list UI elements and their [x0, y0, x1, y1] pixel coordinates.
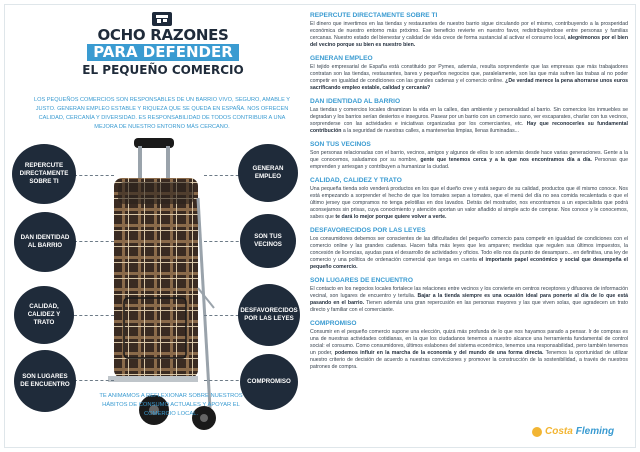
section-text-tail: Tienen además una gran repercusión en las personas mayores y las que viven solas, que agradecen un trato directo y familiar con el comerciante.: [310, 300, 628, 313]
reason-section: [310, 277, 628, 314]
title-line-3: EL PEQUEÑO COMERCIO: [82, 63, 244, 77]
reason-bubble-empleo: GENERAN EMPLEO: [238, 144, 298, 202]
connector-line: [74, 175, 114, 176]
section-text: Una pequeña tienda solo venderá productos en los que el dueño cree y está seguro de su calidad, productos que él mismo conoce. Nos está empezando a sorprender el hecho de que los tomates sepan a tomates, que el menú del día no sea comida recalentada o que el último jersey que compramos no tenga pelotillas en dos lavados. Detrás del mostrador, nos encontramos a un especialista que podrá aconsejarnos sin prisas, cuya conocimiento y atención aportan un valor añadido al simple acto de comprar. Nos conoce y le conocemos, sabes que: [310, 186, 628, 220]
shop-icon: [152, 12, 172, 26]
connector-line: [204, 241, 244, 242]
connector-line: [74, 315, 114, 316]
reason-bubble-leyes: DESFAVORECIDOS POR LAS LEYES: [238, 284, 300, 346]
section-highlight: gente que tenemos cerca y a la que nos encontramos día a día.: [420, 157, 592, 163]
connector-line: [74, 241, 114, 242]
reason-section: [310, 141, 628, 171]
title-line-2: PARA DEFENDER: [87, 44, 239, 61]
reason-section: [310, 177, 628, 221]
section-heading: REPERCUTE DIRECTAMENTE SOBRE TI: [310, 12, 438, 19]
section-body: [310, 329, 628, 371]
section-text: El contacto en los negocios locales fortalece las relaciones entre vecinos y los convierte en centros receptores y difusores de información vecinal, son lugares de encuentro y tertulia.: [310, 286, 628, 299]
right-panel: [310, 12, 628, 377]
section-body: [310, 286, 628, 314]
section-highlight: podemos influir en la marcha de la economía y del mundo de una forma directa.: [334, 350, 544, 356]
connector-line: [74, 380, 114, 381]
section-highlight: Hay que reconocerles su fundamental contribución: [310, 121, 628, 134]
section-heading: DAN IDENTIDAD AL BARRIO: [310, 98, 401, 105]
section-body: [310, 64, 628, 92]
section-heading: COMPROMISO: [310, 320, 357, 327]
closing-message: TE ANIMAMOS A REFLEXIONAR SOBRE NUESTROS HÁBITOS DE CONSUMO ACTUALES Y APOYAR EL COMERCIO LOCAL.: [99, 393, 243, 417]
reason-bubble-identidad: DAN IDENTIDAD AL BARRIO: [14, 212, 76, 272]
connector-line: [204, 380, 244, 381]
reason-section: [310, 12, 628, 49]
section-heading: CALIDAD, CALIDEZ Y TRATO: [310, 177, 402, 184]
intro-text: LOS PEQUEÑOS COMERCIOS SON RESPONSABLES DE UN BARRIO VIVO, SEGURO, AMABLE Y JUSTO. GENERAN EMPLEO ESTABLE Y RIQUEZA QUE SE QUEDA EN ESPAÑA. NOS OFRECEN CALIDAD, CERCANÍA Y DIVERSIDAD. ES RESPONSABILIDAD DE TODOS CONTRIBUIR A UNA MEJORA DE NUESTRO ENTORNO MÁS CERCANO.: [33, 97, 291, 130]
section-text-tail: Personas que emprenden y arriesgan y contribuyen a humanizar la ciudad.: [310, 157, 628, 170]
section-text: Son personas relacionadas con el barrio, vecinos, amigos y algunos de ellos lo son además desde hace varias generaciones. Gente a la que conocemos, saludamos por su nombre,: [310, 150, 628, 163]
section-highlight: el importante papel económico y social que desempeña el pequeño comercio.: [310, 257, 628, 270]
section-body: [310, 186, 628, 221]
left-panel: [8, 8, 300, 444]
section-text: El dinero que invertimos en las tiendas y restaurantes de nuestro barrio sigue circulando por el mismo, contribuyendo a la prosperidad económica de nuestro entorno más próximo. Ese beneficio revierte en nuestro favor, redistribuyéndose entre personas y familias cercanas. Nuestro estado del bienestar y calidad de vida crece de forma sustancial al activar el consumo local,: [310, 21, 628, 41]
section-body: [310, 21, 628, 49]
section-body: [310, 107, 628, 135]
section-heading: GENERAN EMPLEO: [310, 55, 373, 62]
section-highlight: alegrémonos por el bien del vecino porque su bien es nuestro bien.: [310, 35, 628, 48]
brand-logo: [532, 426, 614, 437]
reason-bubble-compromiso: COMPROMISO: [240, 354, 298, 410]
sun-icon: [532, 427, 542, 437]
section-text-tail: Tenemos la oportunidad de utilizar nuestro criterio de decisión de acuerdo a nuestras convicciones y promover la construcción de la sostenibilidad, a través de nuestros patrones de compra.: [310, 350, 628, 370]
reason-section: [310, 55, 628, 92]
reason-section: [310, 320, 628, 371]
section-highlight: te dará lo mejor porque quiere volver a verte.: [335, 214, 447, 220]
reason-bubble-repercute: REPERCUTE DIRECTAMENTE SOBRE TI: [12, 144, 76, 204]
section-text: Consumir en el pequeño comercio supone una elección, quizá más profunda de lo que nos hayamos parado a pensar. Ir de compras es una de nuestras actividades cotidianas, en la que los ciudadanos tenemos a nuestro alcance una herramienta fundamental de control social: el consumo. Como consumidores, últimos eslabones del sistema económico, tenemos una responsabilidad, pero también tenemos un poder,: [310, 329, 628, 356]
reason-section: [310, 98, 628, 135]
section-highlight: Bajar a la tienda siempre es una ocasión ideal para ponerte al día de lo que está pasando en el barrio.: [310, 293, 628, 306]
reason-bubble-encuentro: SON LUGARES DE ENCUENTRO: [14, 350, 76, 412]
section-heading: SON LUGARES DE ENCUENTRO: [310, 277, 413, 284]
section-body: [310, 150, 628, 171]
section-heading: SON TUS VECINOS: [310, 141, 371, 148]
section-text-tail: a la seguridad de nuestras calles, a mantenerlas limpias, llenas iluminadas...: [342, 128, 520, 134]
section-highlight: ¿De verdad merece la pena ahorrarse unos euros sacrificando empleo estable, calidad y cercanía?: [310, 78, 628, 91]
reason-section: [310, 227, 628, 271]
section-text: Los consumidores debemos ser conscientes de las dificultades del pequeño comercio para competir en igualdad de condiciones con el comercio online y las grandes cadenas. Hacen falta más leyes que les amparen; medidas que regulen sus últimos impuestos, la concesión de licencias, ayudas para el desarrollo de actividades y oficios. Todo ello nos da punto de desamparo... en definitiva, una ley de comercio y una política de ordenación comercial que tenga en cuenta: [310, 236, 628, 263]
page-title: [68, 26, 258, 78]
section-body: [310, 236, 628, 271]
reason-bubble-vecinos: SON TUS VECINOS: [240, 214, 296, 268]
brand-name-2: Fleming: [575, 426, 615, 437]
section-heading: DESFAVORECIDOS POR LAS LEYES: [310, 227, 426, 234]
reason-bubble-calidad: CALIDAD, CALIDEZ Y TRATO: [14, 286, 74, 344]
title-line-1: OCHO RAZONES: [97, 26, 229, 44]
section-text: El tejido empresarial de España está constituido por Pymes, además, resulta sorprendente que las empresas que más trabajadores contratan son las tiendas, restaurantes, bares y pequeños negocios que, paralelamente, son las que más sufren las trabas al no poder competir en igualdad de condiciones con las grandes cadenas y el comercio online.: [310, 64, 628, 84]
brand-name-1: Costa: [545, 426, 573, 437]
section-text: Las tiendas y comercios locales dinamizan la vida en la calles, dan ambiente y personalidad al barrio. Sin comercios los inmuebles se degradan y los barrios serían desiertos e inseguros. Pasear por un barrio con un comercio sano, ver escaparates, charlar con tus vecinos, sorprenderse con las actividades e iniciativas organizadas por los comerciantes, etc.: [310, 107, 628, 127]
